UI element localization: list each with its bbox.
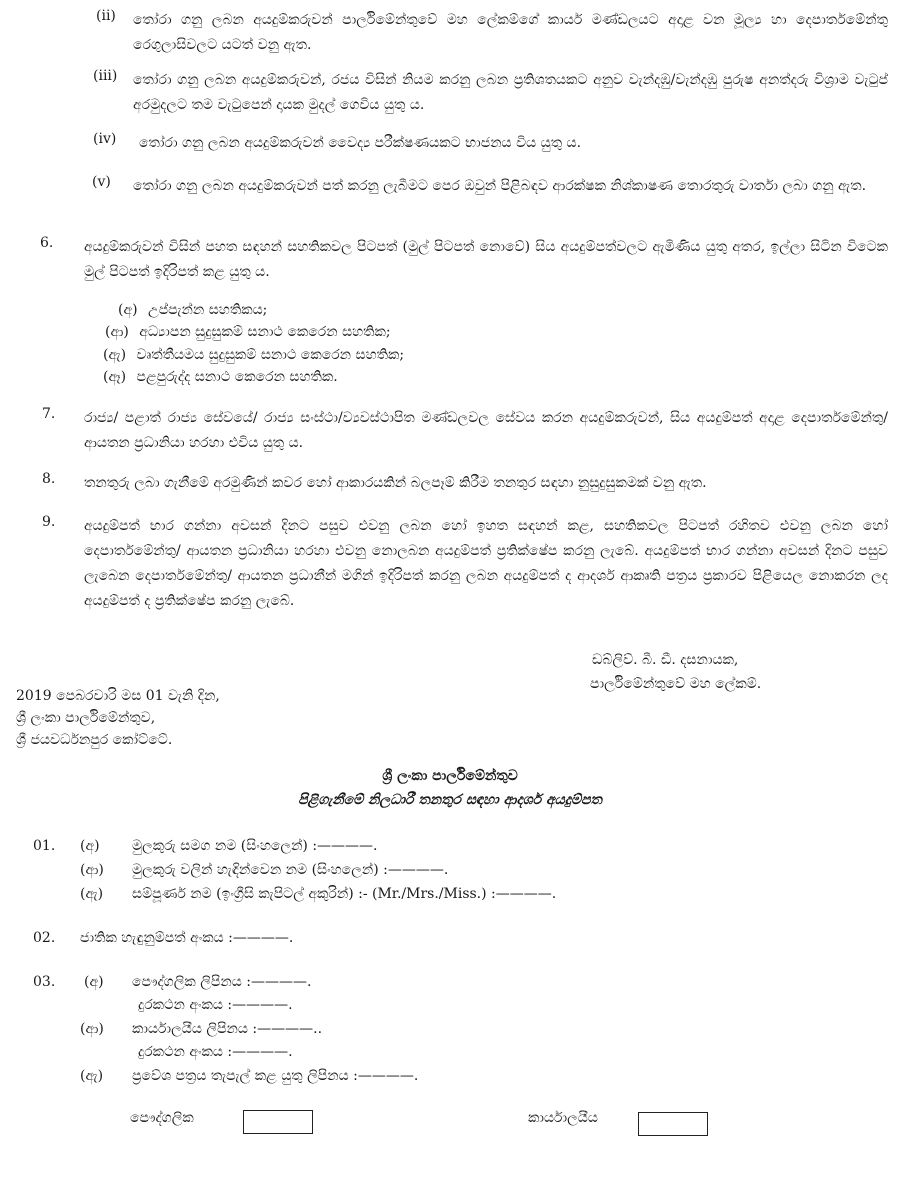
personal-checkbox-label: පෞද්ගලික [130, 1110, 194, 1126]
clause-text: තනතුරු ලබා ගැනීමේ අරමුණින් කවර හෝ ආකාරයකින් බලපෑම් කිරීම තනතුර සඳහා නුසුදුසුකමක් වනු ඇත. [84, 475, 707, 491]
question-mark: (ඇ) [80, 1068, 104, 1084]
name-denoted-field[interactable]: මුලකුරු වලින් හැඳින්වෙන නම (සිංහලෙන්) :————. [132, 862, 449, 878]
clause-text: අයදුම්පත් භාර ගන්නා අවසන් දිනට පසුව එවනු ලබන හෝ ඉහත සඳහන් කළ, සහතිකවල පිටපත් රහිතව එවනු ලබන හෝ දෙපාර්තමේන්තු/ ආයතන ප්‍රධානියා හරහා එවනු නොලබන අයදුම්පත් ප්‍රතික්ෂේප කරනු ලැබේ. අයදුම්පත් භාර ගන්නා අවසන් දිනට පසුව ලැබෙන දෙපාර්තමේන්තු/ ආයතන ප්‍රධානීන් මගින් ඉදිරිපත් කරනු ලබන අයදුම්පත් ද ආදර්ශ ආකෘති පත්‍රය ප්‍රකාරව පිළියෙල නොකරන ලද අයදුම්පත් ද ප්‍රතික්ෂේප කරනු ලැබේ. [84, 518, 888, 609]
question-mark: (ඇ) [80, 886, 104, 902]
list-text: අධ්‍යාපන සුදුසුකම් සනාථ කෙරෙන සහතික; [139, 324, 391, 340]
full-name-field[interactable]: සම්පූර්ණ නම (ඉංග්‍රීසි කැපිටල් අකුරින්) :- (Mr./Mrs./Miss.) :————. [132, 886, 557, 902]
list-text: වෘත්තීයමය සුදුසුකම් සනාථ කෙරෙන සහතික; [136, 347, 405, 363]
question-mark: (ආ) [80, 862, 104, 878]
signatory-name: ඩබ්ලිව්. බී. ඩී. දසනායක, [592, 652, 739, 668]
question-number: 03. [33, 974, 56, 990]
question-number: 02. [33, 930, 56, 946]
sub-item-number: (iv) [93, 131, 117, 147]
list-mark: (ඇ) [103, 347, 127, 363]
certificate-list-item [103, 367, 338, 388]
place-line: ශ්‍රී ලංකා පාර්ලිමේන්තුව, [16, 710, 156, 726]
place-line: ශ්‍රී ජයවර්ධනපුර කෝට්ටේ. [16, 732, 173, 748]
list-text: උප්පැන්න සහතිකය; [148, 302, 268, 318]
question-mark: (අ) [80, 838, 100, 854]
clause-text: රාජ්‍ය/ පළාත් රාජ්‍ය සේවයේ/ රාජ්‍ය සංස්ථා/ව්‍යවස්ථාපිත මණ්ඩලවල සේවය කරන අයදුම්කරුවන්, සිය අයදුම්පත් අදාළ දෙපාර්තමේන්තු/ආයතන ප්‍රධානියා හරහා එවිය යුතු ය. [84, 410, 888, 451]
question-number: 01. [33, 838, 56, 854]
certificate-list-item [118, 300, 267, 321]
sub-item-number: (v) [92, 174, 111, 190]
form-subheading: පිළිගැනීමේ නිලධාරී තනතුර සඳහා ආදර්ශ අයදුම්පත [298, 792, 602, 808]
sub-item-text: තෝරා ගනු ලබන අයදුම්කරුවන්, රජය විසින් නියම කරනු ලබන ප්‍රතිශතයකට අනුව වැන්දඹු/වැන්දඹු පුරුෂ අනත්දරු විශ්‍රාම වැටුප් අරමුදලට තම වැටුපෙන් දායක මුදල් ගෙවිය යුතු ය. [133, 72, 888, 113]
office-phone-field[interactable]: දුරකථන අංකය :————. [138, 1044, 293, 1060]
clause-number: 7. [42, 406, 56, 422]
personal-address-field[interactable]: පෞද්ගලික ලිපිනය :————. [132, 974, 312, 990]
certificate-list-item [105, 322, 391, 343]
list-mark: (අ) [118, 302, 138, 318]
sub-item-text: තෝරා ගනු ලබන අයදුම්කරුවන් පාර්ලිමේන්තුවේ මහ ලේකම්ගේ කාර්ය මණ්ඩලයට අදාළ වන මූල්‍ය හා දෙපාර්තමේන්තු රෙගුලාසිවලට යටත් වනු ඇත. [133, 12, 888, 53]
list-mark: (ඈ) [103, 369, 127, 385]
clause-number: 8. [42, 471, 56, 487]
sub-item-number: (iii) [93, 68, 118, 84]
question-mark: (අ) [84, 974, 104, 990]
signature-block [590, 648, 761, 696]
list-mark: (ආ) [105, 324, 129, 340]
question-mark: (ආ) [80, 1021, 104, 1037]
clause-number: 6. [40, 235, 54, 251]
name-with-initials-field[interactable]: මුලකුරු සමග නම (සිංහලෙන්) :————. [132, 838, 378, 854]
signatory-title: පාර්ලිමේන්තුවේ මහ ලේකම්. [590, 676, 762, 692]
personal-phone-field[interactable]: දුරකථන අංකය :————. [138, 997, 293, 1013]
personal-checkbox[interactable] [243, 1110, 313, 1134]
sub-item-number: (ii) [96, 8, 116, 24]
list-text: පළපුරුද්ද සනාථ කෙරෙන සහතික. [136, 369, 338, 385]
office-address-field[interactable]: කාර්යාලයීය ලිපිනය :————.. [132, 1021, 323, 1037]
office-checkbox[interactable] [638, 1112, 708, 1136]
clause-number: 9. [42, 514, 56, 530]
date-block [16, 685, 220, 751]
clause-text: අයදුම්කරුවන් විසින් පහත සඳහන් සහතිකවල පිටපත් (මුල් පිටපත් නොවේ) සිය අයදුම්පත්වලට ඇමිණිය යුතු අතර, ඉල්ලා සිටින විටෙක මුල් පිටපත් ඉදිරිපත් කළ යුතු ය. [84, 239, 888, 280]
sub-item-text: තෝරා ගනු ලබන අයදුම්කරුවන් වෛද්‍ය පරීක්ෂණයකට භාජනය විය යුතු ය. [139, 135, 582, 151]
date-line: 2019 පෙබරවාරි මස 01 වැනි දින, [16, 688, 220, 704]
certificate-list-item [103, 345, 404, 366]
admission-address-field[interactable]: ප්‍රවේශ පත්‍රය තැපැල් කළ යුතු ලිපිනය :————. [132, 1068, 419, 1084]
nic-number-field[interactable]: ජාතික හැඳුනුම්පත් අංකය :————. [80, 930, 294, 946]
sub-item-text: තෝරා ගනු ලබන අයදුම්කරුවන් පත් කරනු ලැබීමට පෙර ඔවුන් පිළිබඳව ආරක්ෂක නිශ්කාෂණ තොරතුරු වාර්තා ලබා ගනු ඇත. [133, 178, 867, 194]
form-heading: ශ්‍රී ලංකා පාර්ලිමේන්තුව [382, 768, 518, 784]
office-checkbox-label: කාර්යාලයීය [528, 1110, 598, 1126]
